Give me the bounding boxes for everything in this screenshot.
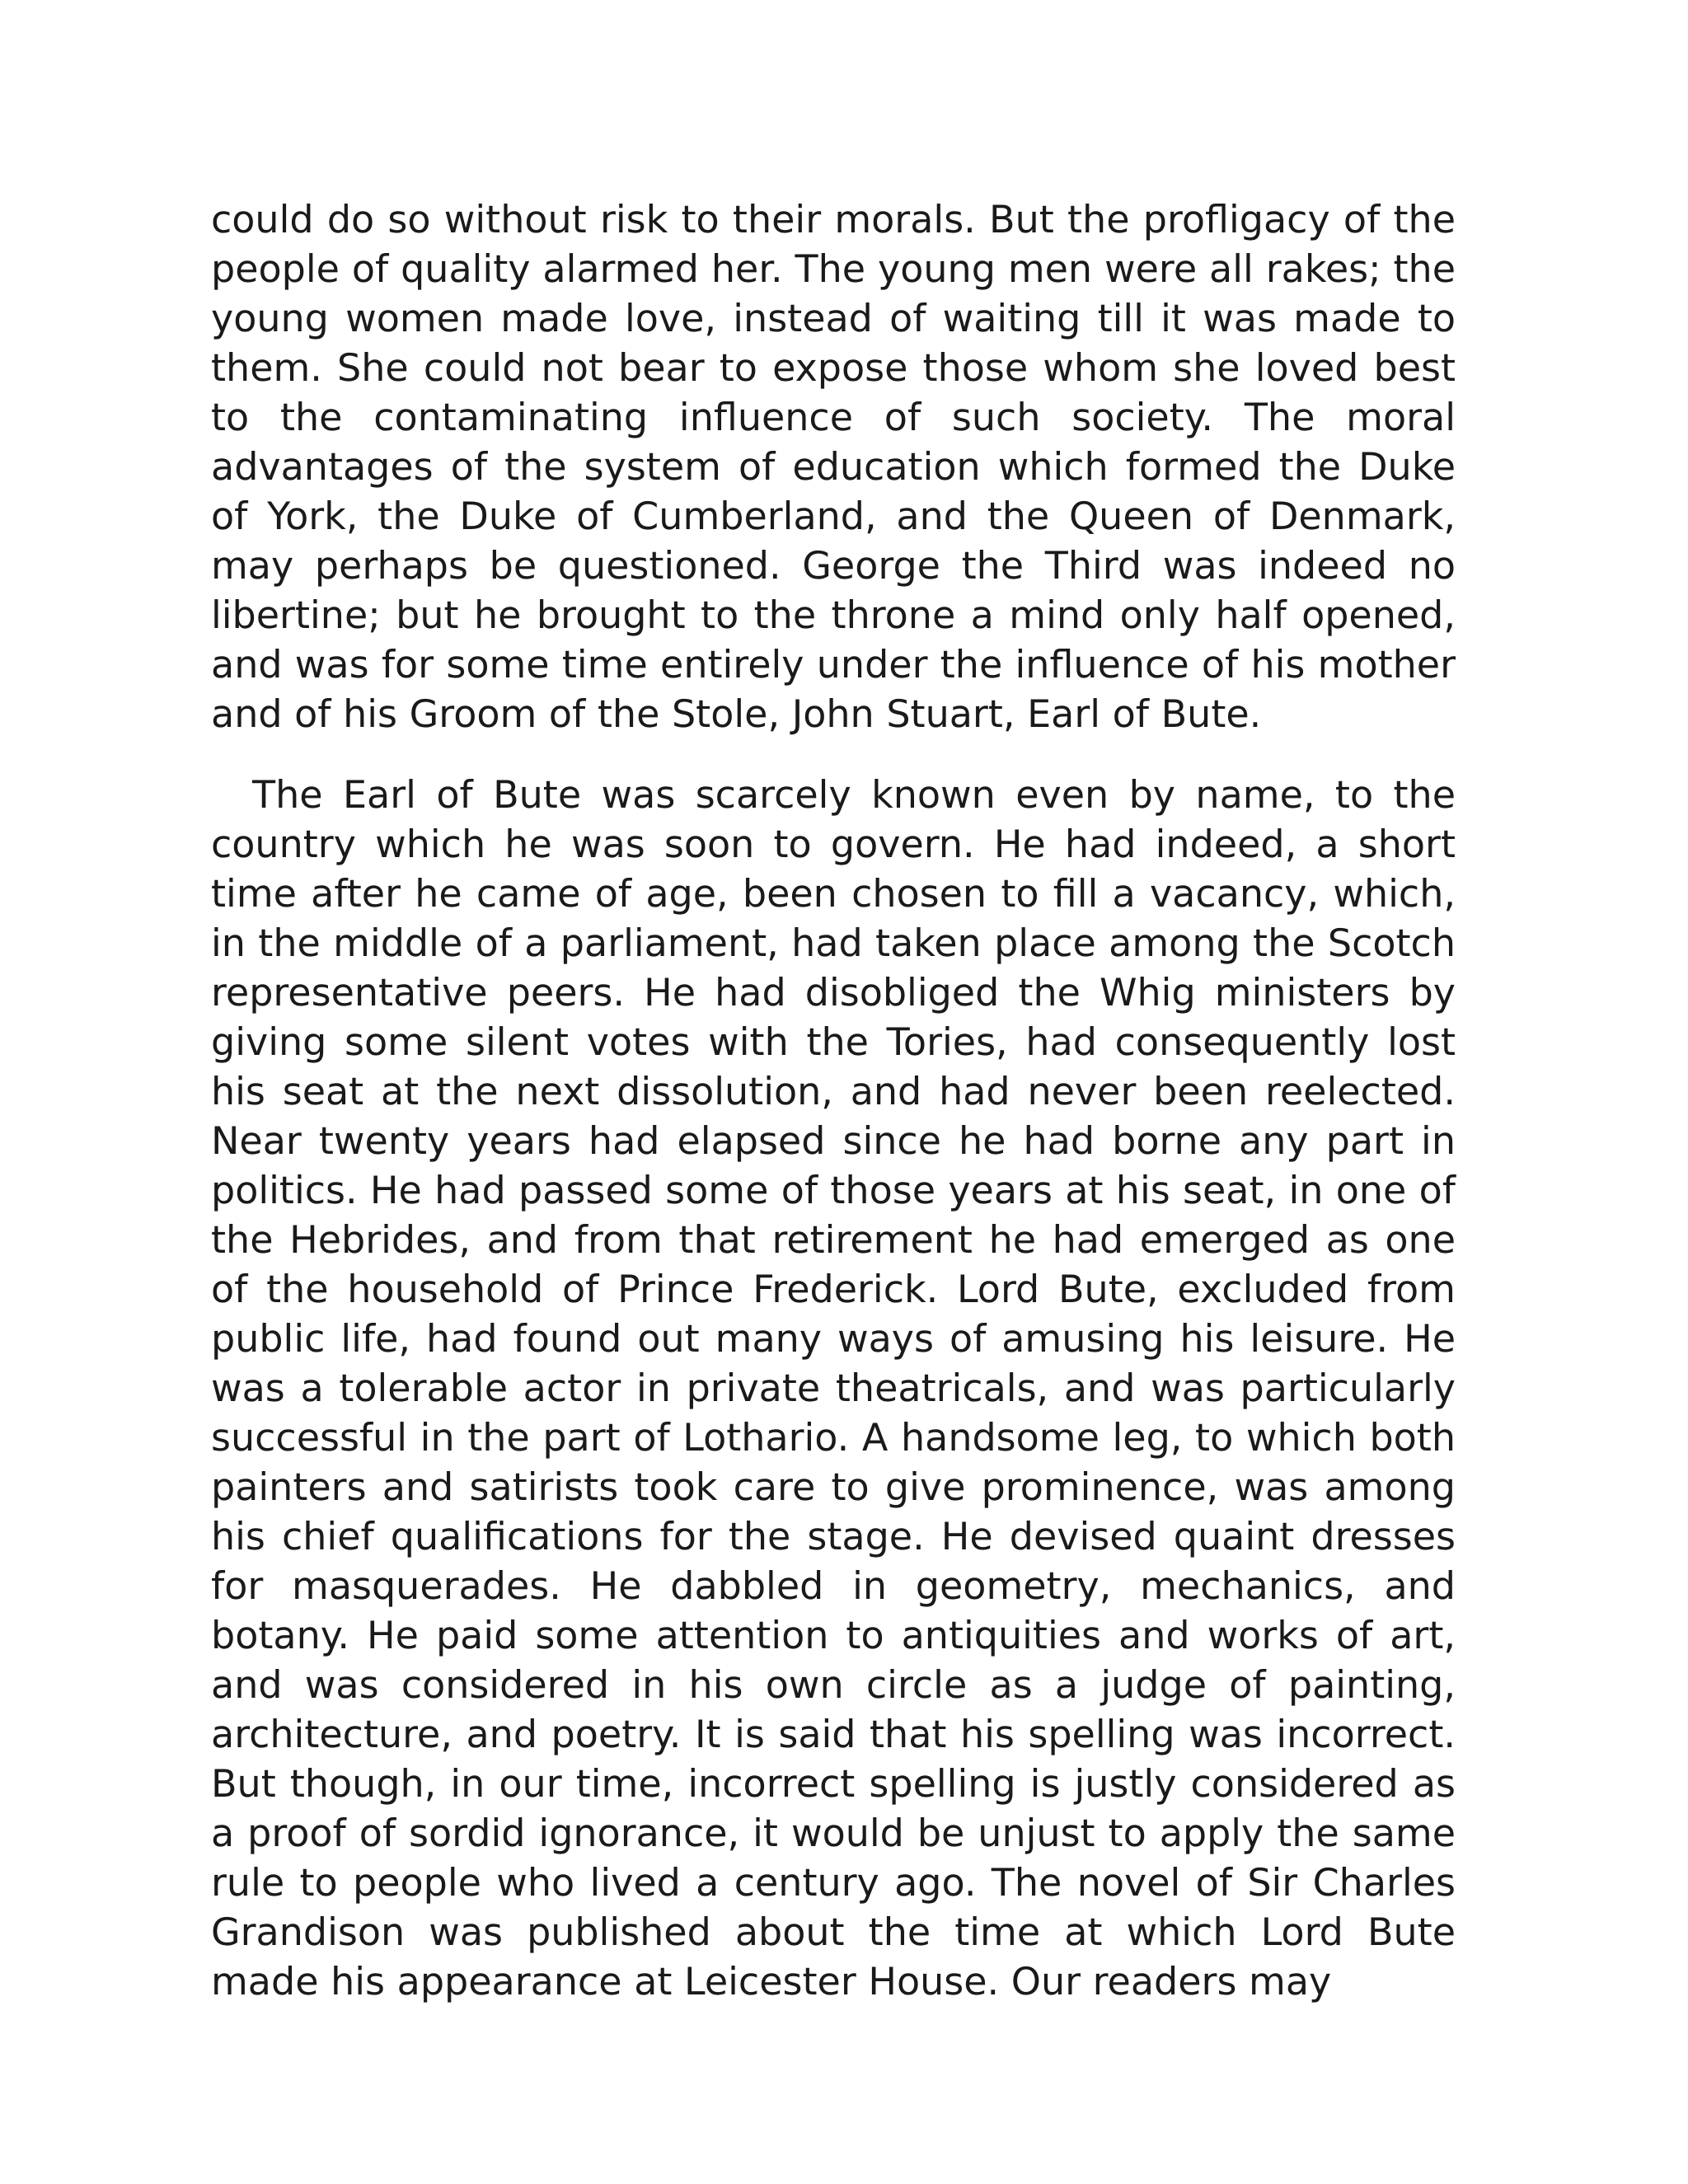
page-body [211,194,1456,2006]
paragraph-2: The Earl of Bute was scarcely known even by name, to the country which he was soon to govern. He had indeed, a short time after he came of age, been chosen to fill a vacancy, which, in the middle of a parliament, had taken place among the Scotch representative peers. He had disobliged the Whig ministers by giving some silent votes with the Tories, had consequently lost his seat at the next dissolution, and had never been reelected. Near twenty years had elapsed since he had borne any part in politics. He had passed some of those years at his seat, in one of the Hebrides, and from that retirement he had emerged as one of the household of Prince Frederick. Lord Bute, excluded from public life, had found out many ways of amusing his leisure. He was a tolerable actor in private theatricals, and was particularly successful in the part of Lothario. A handsome leg, to which both painters and satirists took care to give prominence, was among his chief qualifications for the stage. He devised quaint dresses for masquerades. He dabbled in geometry, mechanics, and botany. He paid some attention to antiquities and works of art, and was considered in his own circle as a judge of painting, architecture, and poetry. It is said that his spelling was incorrect. But though, in our time, incorrect spelling is justly considered as a proof of sordid ignorance, it would be unjust to apply the same rule to people who lived a century ago. The novel of Sir Charles Grandison was published about the time at which Lord Bute made his appearance at Leicester House. Our readers may [211,772,1456,2004]
paragraph-1: could do so without risk to their morals. But the profligacy of the people of quality alarmed her. The young men were all rakes; the young women made love, instead of waiting till it was made to them. She could not bear to expose those whom she loved best to the contaminating influence of such society. The moral advantages of the system of education which formed the Duke of York, the Duke of Cumberland, and the Queen of Denmark, may perhaps be questioned. George the Third was indeed no libertine; but he brought to the throne a mind only half opened, and was for some time entirely under the influence of his mother and of his Groom of the Stole, John Stuart, Earl of Bute. [211,197,1456,736]
